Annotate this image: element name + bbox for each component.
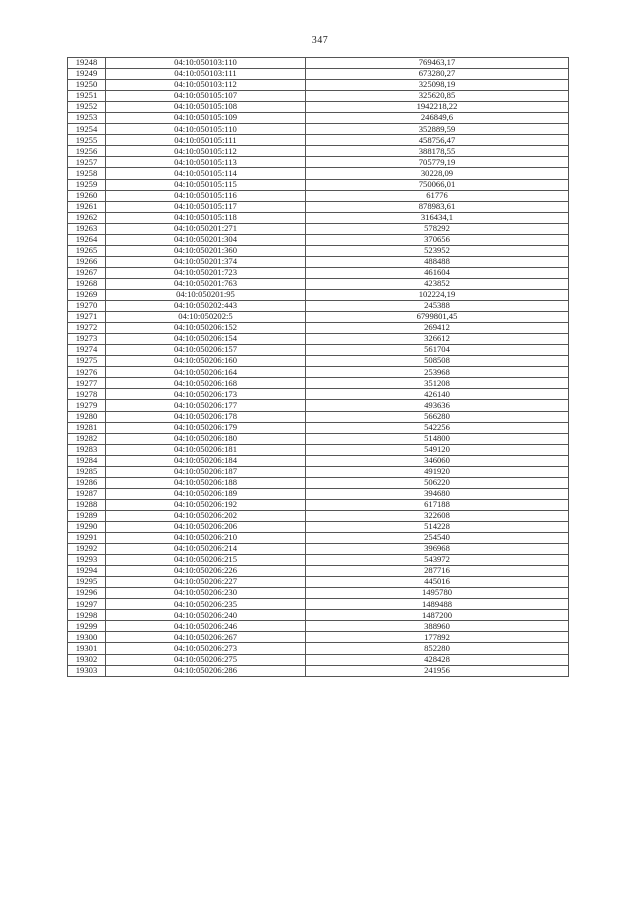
table-row bbox=[68, 632, 569, 643]
cadastral-number-cell: 04:10:050105:111 bbox=[106, 135, 306, 146]
value-cell: 287716 bbox=[306, 566, 569, 577]
cadastral-number-cell: 04:10:050103:110 bbox=[106, 58, 306, 69]
row-number-cell: 19294 bbox=[68, 566, 106, 577]
table-row bbox=[68, 621, 569, 632]
row-number-cell: 19303 bbox=[68, 665, 106, 676]
cadastral-number-cell: 04:10:050206:157 bbox=[106, 345, 306, 356]
cadastral-number-cell: 04:10:050206:164 bbox=[106, 367, 306, 378]
table-row bbox=[68, 444, 569, 455]
cadastral-number-cell: 04:10:050105:116 bbox=[106, 190, 306, 201]
table-row bbox=[68, 555, 569, 566]
table-row bbox=[68, 566, 569, 577]
value-cell: 1942218,22 bbox=[306, 102, 569, 113]
table-row bbox=[68, 289, 569, 300]
cadastral-number-cell: 04:10:050202:5 bbox=[106, 312, 306, 323]
value-cell: 493636 bbox=[306, 400, 569, 411]
cadastral-number-cell: 04:10:050105:118 bbox=[106, 212, 306, 223]
table-row bbox=[68, 433, 569, 444]
row-number-cell: 19290 bbox=[68, 521, 106, 532]
row-number-cell: 19273 bbox=[68, 334, 106, 345]
value-cell: 506220 bbox=[306, 477, 569, 488]
table-row bbox=[68, 312, 569, 323]
row-number-cell: 19293 bbox=[68, 555, 106, 566]
cadastral-number-cell: 04:10:050206:210 bbox=[106, 533, 306, 544]
row-number-cell: 19272 bbox=[68, 323, 106, 334]
table-row bbox=[68, 599, 569, 610]
row-number-cell: 19281 bbox=[68, 422, 106, 433]
row-number-cell: 19279 bbox=[68, 400, 106, 411]
row-number-cell: 19300 bbox=[68, 632, 106, 643]
table-row bbox=[68, 91, 569, 102]
row-number-cell: 19274 bbox=[68, 345, 106, 356]
value-cell: 543972 bbox=[306, 555, 569, 566]
cadastral-number-cell: 04:10:050206:235 bbox=[106, 599, 306, 610]
cadastral-number-cell: 04:10:050206:206 bbox=[106, 521, 306, 532]
value-cell: 428428 bbox=[306, 654, 569, 665]
value-cell: 566280 bbox=[306, 411, 569, 422]
table-row bbox=[68, 179, 569, 190]
value-cell: 269412 bbox=[306, 323, 569, 334]
table-row bbox=[68, 610, 569, 621]
value-cell: 325098,19 bbox=[306, 80, 569, 91]
row-number-cell: 19257 bbox=[68, 157, 106, 168]
value-cell: 241956 bbox=[306, 665, 569, 676]
table-row bbox=[68, 102, 569, 113]
value-cell: 30228,09 bbox=[306, 168, 569, 179]
row-number-cell: 19255 bbox=[68, 135, 106, 146]
table-row bbox=[68, 521, 569, 532]
row-number-cell: 19254 bbox=[68, 124, 106, 135]
value-cell: 61776 bbox=[306, 190, 569, 201]
table-row bbox=[68, 466, 569, 477]
row-number-cell: 19259 bbox=[68, 179, 106, 190]
row-number-cell: 19250 bbox=[68, 80, 106, 91]
value-cell: 705779,19 bbox=[306, 157, 569, 168]
row-number-cell: 19296 bbox=[68, 588, 106, 599]
cadastral-number-cell: 04:10:050206:173 bbox=[106, 389, 306, 400]
table-body bbox=[68, 58, 569, 677]
row-number-cell: 19275 bbox=[68, 356, 106, 367]
table-row bbox=[68, 400, 569, 411]
table-row bbox=[68, 334, 569, 345]
table-row bbox=[68, 510, 569, 521]
row-number-cell: 19270 bbox=[68, 301, 106, 312]
table-row bbox=[68, 80, 569, 91]
table-row bbox=[68, 113, 569, 124]
row-number-cell: 19278 bbox=[68, 389, 106, 400]
row-number-cell: 19267 bbox=[68, 267, 106, 278]
cadastral-number-cell: 04:10:050206:184 bbox=[106, 455, 306, 466]
cadastral-number-cell: 04:10:050206:189 bbox=[106, 488, 306, 499]
table-row bbox=[68, 588, 569, 599]
value-cell: 6799801,45 bbox=[306, 312, 569, 323]
row-number-cell: 19298 bbox=[68, 610, 106, 621]
row-number-cell: 19286 bbox=[68, 477, 106, 488]
cadastral-number-cell: 04:10:050206:152 bbox=[106, 323, 306, 334]
row-number-cell: 19261 bbox=[68, 201, 106, 212]
value-cell: 316434,1 bbox=[306, 212, 569, 223]
value-cell: 325620,85 bbox=[306, 91, 569, 102]
row-number-cell: 19284 bbox=[68, 455, 106, 466]
cadastral-number-cell: 04:10:050201:763 bbox=[106, 278, 306, 289]
row-number-cell: 19256 bbox=[68, 146, 106, 157]
row-number-cell: 19292 bbox=[68, 544, 106, 555]
value-cell: 514228 bbox=[306, 521, 569, 532]
value-cell: 426140 bbox=[306, 389, 569, 400]
table-row bbox=[68, 245, 569, 256]
row-number-cell: 19285 bbox=[68, 466, 106, 477]
value-cell: 1487200 bbox=[306, 610, 569, 621]
cadastral-number-cell: 04:10:050206:177 bbox=[106, 400, 306, 411]
cadastral-number-cell: 04:10:050206:187 bbox=[106, 466, 306, 477]
cadastral-number-cell: 04:10:050206:188 bbox=[106, 477, 306, 488]
cadastral-number-cell: 04:10:050206:215 bbox=[106, 555, 306, 566]
table-row bbox=[68, 455, 569, 466]
row-number-cell: 19249 bbox=[68, 69, 106, 80]
cadastral-number-cell: 04:10:050105:117 bbox=[106, 201, 306, 212]
cadastral-number-cell: 04:10:050206:286 bbox=[106, 665, 306, 676]
value-cell: 458756,47 bbox=[306, 135, 569, 146]
table-row bbox=[68, 577, 569, 588]
cadastral-number-cell: 04:10:050201:374 bbox=[106, 256, 306, 267]
row-number-cell: 19248 bbox=[68, 58, 106, 69]
cadastral-number-cell: 04:10:050105:114 bbox=[106, 168, 306, 179]
cadastral-number-cell: 04:10:050206:246 bbox=[106, 621, 306, 632]
cadastral-number-cell: 04:10:050206:273 bbox=[106, 643, 306, 654]
row-number-cell: 19253 bbox=[68, 113, 106, 124]
table-row bbox=[68, 212, 569, 223]
row-number-cell: 19295 bbox=[68, 577, 106, 588]
value-cell: 769463,17 bbox=[306, 58, 569, 69]
value-cell: 488488 bbox=[306, 256, 569, 267]
value-cell: 326612 bbox=[306, 334, 569, 345]
table-row bbox=[68, 544, 569, 555]
row-number-cell: 19283 bbox=[68, 444, 106, 455]
row-number-cell: 19260 bbox=[68, 190, 106, 201]
row-number-cell: 19288 bbox=[68, 499, 106, 510]
value-cell: 370656 bbox=[306, 234, 569, 245]
row-number-cell: 19280 bbox=[68, 411, 106, 422]
value-cell: 388960 bbox=[306, 621, 569, 632]
cadastral-number-cell: 04:10:050206:168 bbox=[106, 378, 306, 389]
cadastral-number-cell: 04:10:050206:179 bbox=[106, 422, 306, 433]
table-row bbox=[68, 168, 569, 179]
value-cell: 491920 bbox=[306, 466, 569, 477]
cadastral-number-cell: 04:10:050105:115 bbox=[106, 179, 306, 190]
cadastral-number-cell: 04:10:050105:110 bbox=[106, 124, 306, 135]
row-number-cell: 19297 bbox=[68, 599, 106, 610]
table-row bbox=[68, 190, 569, 201]
table-row bbox=[68, 135, 569, 146]
row-number-cell: 19302 bbox=[68, 654, 106, 665]
value-cell: 852280 bbox=[306, 643, 569, 654]
cadastral-number-cell: 04:10:050201:360 bbox=[106, 245, 306, 256]
table-row bbox=[68, 499, 569, 510]
cadastral-number-cell: 04:10:050206:181 bbox=[106, 444, 306, 455]
table-row bbox=[68, 278, 569, 289]
row-number-cell: 19251 bbox=[68, 91, 106, 102]
value-cell: 549120 bbox=[306, 444, 569, 455]
table-row bbox=[68, 234, 569, 245]
value-cell: 246849,6 bbox=[306, 113, 569, 124]
table-row bbox=[68, 389, 569, 400]
value-cell: 394680 bbox=[306, 488, 569, 499]
table-row bbox=[68, 157, 569, 168]
value-cell: 351208 bbox=[306, 378, 569, 389]
table-row bbox=[68, 201, 569, 212]
value-cell: 346060 bbox=[306, 455, 569, 466]
value-cell: 352889,59 bbox=[306, 124, 569, 135]
row-number-cell: 19291 bbox=[68, 533, 106, 544]
table-row bbox=[68, 477, 569, 488]
value-cell: 542256 bbox=[306, 422, 569, 433]
row-number-cell: 19258 bbox=[68, 168, 106, 179]
cadastral-number-cell: 04:10:050105:108 bbox=[106, 102, 306, 113]
cadastral-number-cell: 04:10:050201:723 bbox=[106, 267, 306, 278]
cadastral-number-cell: 04:10:050201:95 bbox=[106, 289, 306, 300]
value-cell: 254540 bbox=[306, 533, 569, 544]
table-row bbox=[68, 146, 569, 157]
value-cell: 396968 bbox=[306, 544, 569, 555]
row-number-cell: 19252 bbox=[68, 102, 106, 113]
cadastral-number-cell: 04:10:050206:214 bbox=[106, 544, 306, 555]
cadastral-number-cell: 04:10:050202:443 bbox=[106, 301, 306, 312]
cadastral-number-cell: 04:10:050206:202 bbox=[106, 510, 306, 521]
table-row bbox=[68, 643, 569, 654]
cadastral-number-cell: 04:10:050206:230 bbox=[106, 588, 306, 599]
value-cell: 750066,01 bbox=[306, 179, 569, 190]
cadastral-table bbox=[67, 57, 569, 677]
value-cell: 1489488 bbox=[306, 599, 569, 610]
table-row bbox=[68, 256, 569, 267]
value-cell: 617188 bbox=[306, 499, 569, 510]
cadastral-number-cell: 04:10:050105:112 bbox=[106, 146, 306, 157]
value-cell: 253968 bbox=[306, 367, 569, 378]
table-row bbox=[68, 323, 569, 334]
value-cell: 461604 bbox=[306, 267, 569, 278]
row-number-cell: 19265 bbox=[68, 245, 106, 256]
row-number-cell: 19299 bbox=[68, 621, 106, 632]
row-number-cell: 19264 bbox=[68, 234, 106, 245]
table-row bbox=[68, 356, 569, 367]
row-number-cell: 19271 bbox=[68, 312, 106, 323]
row-number-cell: 19268 bbox=[68, 278, 106, 289]
row-number-cell: 19263 bbox=[68, 223, 106, 234]
cadastral-number-cell: 04:10:050105:107 bbox=[106, 91, 306, 102]
table-row bbox=[68, 267, 569, 278]
cadastral-number-cell: 04:10:050206:275 bbox=[106, 654, 306, 665]
table-row bbox=[68, 124, 569, 135]
row-number-cell: 19289 bbox=[68, 510, 106, 521]
table-row bbox=[68, 488, 569, 499]
table-row bbox=[68, 422, 569, 433]
cadastral-number-cell: 04:10:050206:227 bbox=[106, 577, 306, 588]
value-cell: 423852 bbox=[306, 278, 569, 289]
value-cell: 523952 bbox=[306, 245, 569, 256]
row-number-cell: 19276 bbox=[68, 367, 106, 378]
table-row bbox=[68, 69, 569, 80]
value-cell: 245388 bbox=[306, 301, 569, 312]
page-number: 347 bbox=[311, 35, 329, 46]
value-cell: 878983,61 bbox=[306, 201, 569, 212]
value-cell: 561704 bbox=[306, 345, 569, 356]
table-row bbox=[68, 665, 569, 676]
table-row bbox=[68, 301, 569, 312]
value-cell: 508508 bbox=[306, 356, 569, 367]
table-row bbox=[68, 345, 569, 356]
value-cell: 673280,27 bbox=[306, 69, 569, 80]
cadastral-number-cell: 04:10:050103:111 bbox=[106, 69, 306, 80]
value-cell: 177892 bbox=[306, 632, 569, 643]
row-number-cell: 19287 bbox=[68, 488, 106, 499]
cadastral-number-cell: 04:10:050206:192 bbox=[106, 499, 306, 510]
table-row bbox=[68, 58, 569, 69]
cadastral-number-cell: 04:10:050206:267 bbox=[106, 632, 306, 643]
row-number-cell: 19269 bbox=[68, 289, 106, 300]
value-cell: 445016 bbox=[306, 577, 569, 588]
cadastral-number-cell: 04:10:050206:178 bbox=[106, 411, 306, 422]
table-row bbox=[68, 378, 569, 389]
value-cell: 388178,55 bbox=[306, 146, 569, 157]
cadastral-number-cell: 04:10:050201:271 bbox=[106, 223, 306, 234]
table-row bbox=[68, 223, 569, 234]
cadastral-number-cell: 04:10:050105:109 bbox=[106, 113, 306, 124]
table-row bbox=[68, 367, 569, 378]
cadastral-number-cell: 04:10:050206:226 bbox=[106, 566, 306, 577]
cadastral-number-cell: 04:10:050206:154 bbox=[106, 334, 306, 345]
row-number-cell: 19301 bbox=[68, 643, 106, 654]
cadastral-number-cell: 04:10:050201:304 bbox=[106, 234, 306, 245]
table-row bbox=[68, 411, 569, 422]
row-number-cell: 19282 bbox=[68, 433, 106, 444]
cadastral-number-cell: 04:10:050105:113 bbox=[106, 157, 306, 168]
row-number-cell: 19277 bbox=[68, 378, 106, 389]
value-cell: 1495780 bbox=[306, 588, 569, 599]
value-cell: 514800 bbox=[306, 433, 569, 444]
cadastral-number-cell: 04:10:050206:180 bbox=[106, 433, 306, 444]
value-cell: 322608 bbox=[306, 510, 569, 521]
cadastral-number-cell: 04:10:050206:240 bbox=[106, 610, 306, 621]
row-number-cell: 19262 bbox=[68, 212, 106, 223]
value-cell: 578292 bbox=[306, 223, 569, 234]
cadastral-number-cell: 04:10:050206:160 bbox=[106, 356, 306, 367]
table-row bbox=[68, 533, 569, 544]
cadastral-number-cell: 04:10:050103:112 bbox=[106, 80, 306, 91]
table-row bbox=[68, 654, 569, 665]
value-cell: 102224,19 bbox=[306, 289, 569, 300]
row-number-cell: 19266 bbox=[68, 256, 106, 267]
